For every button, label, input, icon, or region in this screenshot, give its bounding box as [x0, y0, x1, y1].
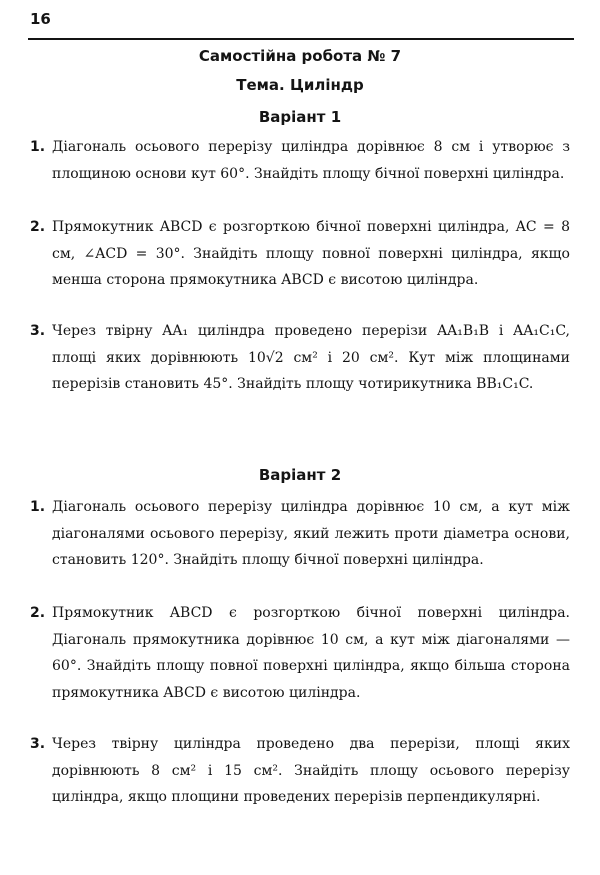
task-text: Через твірну AA₁ циліндра проведено перерізи AA₁B₁B і AA₁C₁C, площі яких дорівнюють 10√2 см² і 20 см². Кут між площинами перерізів становить 45°. Знайдіть площу чотирикутника BB₁C₁C.	[52, 323, 570, 392]
task-text: Прямокутник ABCD є розгорткою бічної поверхні циліндра, AC = 8 см, ∠ACD = 30°. Знайдіть площу повної поверхні циліндра, якщо менша сторона прямокутника ABCD є висотою циліндра.	[52, 219, 570, 288]
variant-2-task-1	[30, 494, 570, 574]
header-rule	[28, 38, 574, 40]
variant-2-task-2	[30, 600, 570, 706]
task-number: 2.	[30, 219, 46, 235]
task-text: Діагональ осьового перерізу циліндра дорівнює 10 см, а кут між діагоналями осьового перерізу, який лежить проти діаметра основи, становить 120°. Знайдіть площу бічної поверхні циліндра.	[52, 499, 570, 568]
variant-1-task-3	[30, 318, 570, 398]
topic-title: Тема. Циліндр	[236, 76, 364, 94]
variant-1-task-1	[30, 134, 570, 187]
task-number: 3.	[30, 323, 46, 339]
task-number: 2.	[30, 605, 46, 621]
page-title: Самостійна робота № 7	[198, 47, 402, 65]
task-text: Через твірну циліндра проведено два перерізи, площі яких дорівнюють 8 см² і 15 см². Знайдіть площу осьового перерізу циліндра, якщо площини проведених перерізів перпендикулярні.	[52, 736, 570, 805]
variant-1-heading: Варіант 1	[258, 108, 342, 126]
variant-1-task-2	[30, 214, 570, 294]
task-number: 1.	[30, 139, 46, 155]
task-text: Діагональ осьового перерізу циліндра дорівнює 8 см і утворює з площиною основи кут 60°. Знайдіть площу бічної поверхні циліндра.	[52, 139, 570, 182]
variant-2-heading: Варіант 2	[258, 466, 342, 484]
variant-2-task-3	[30, 731, 570, 811]
task-text: Прямокутник ABCD є розгорткою бічної поверхні циліндра. Діагональ прямокутника дорівнює 10 см, а кут між діагоналями — 60°. Знайдіть площу повної поверхні циліндра, якщо більша сторона прямокутника ABCD є висотою циліндра.	[52, 605, 570, 701]
task-number: 1.	[30, 499, 46, 515]
task-number: 3.	[30, 736, 46, 752]
page-number: 16	[30, 10, 51, 28]
